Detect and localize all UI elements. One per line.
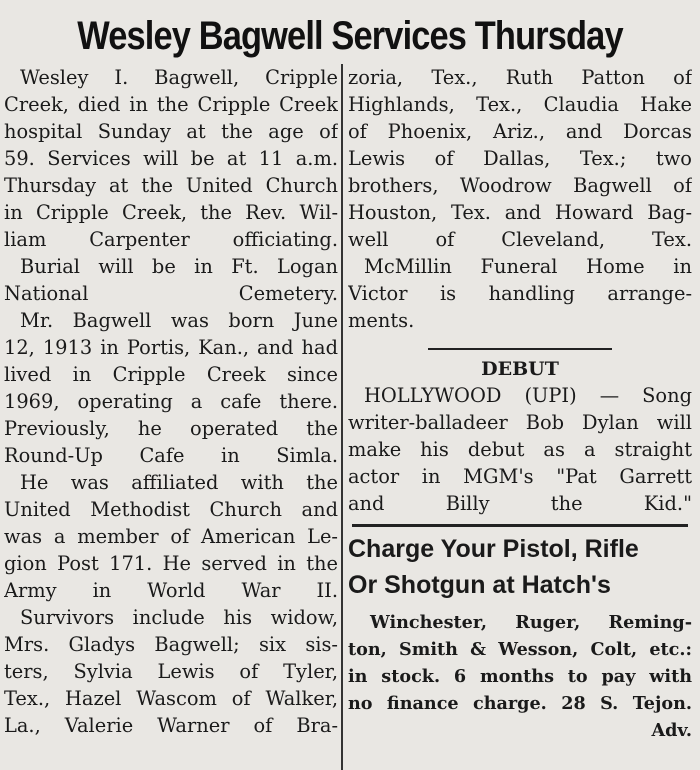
text-line: Victor is handling arrange- <box>348 282 692 305</box>
text-line: no finance charge. 28 S. Tejon. <box>348 693 692 714</box>
obituary-paragraph-1 <box>4 64 338 253</box>
ad-headline-line-1: Charge Your Pistol, Rifle <box>348 535 639 563</box>
text-line: and Billy the Kid." <box>348 492 692 515</box>
text-line: Mrs. Gladys Bagwell; six sis- <box>4 633 338 656</box>
text-line: 12, 1913 in Portis, Kan., and had <box>4 336 338 359</box>
text-line: actor in MGM's "Pat Garrett <box>348 465 692 488</box>
text-line: Tex., Hazel Wascom of Walker, <box>4 687 338 710</box>
text-line: Thursday at the United Church <box>4 174 338 197</box>
text-line: ters, Sylvia Lewis of Tyler, <box>4 660 338 683</box>
text-line: writer-balladeer Bob Dylan will <box>348 411 692 434</box>
debut-paragraph <box>348 382 692 517</box>
text-line: 1969, operating a cafe there. <box>4 390 338 413</box>
text-line: ton, Smith & Wesson, Colt, etc.: <box>348 639 692 660</box>
text-line: liam Carpenter officiating. <box>4 228 338 251</box>
text-line: Survivors include his widow, <box>20 606 338 629</box>
text-line: Burial will be in Ft. Logan <box>20 255 338 278</box>
text-line: Highlands, Tex., Claudia Hake <box>348 93 692 116</box>
text-line: McMillin Funeral Home in <box>364 255 692 278</box>
obituary-continuation <box>348 64 692 253</box>
text-line: in stock. 6 months to pay with <box>348 666 692 687</box>
text-line: hospital Sunday at the age of <box>4 120 338 143</box>
obituary-paragraph-4 <box>4 469 338 604</box>
text-line: 59. Services will be at 11 a.m. <box>4 147 338 170</box>
text-line: Army in World War II. <box>4 579 338 602</box>
text-line: lived in Cripple Creek since <box>4 363 338 386</box>
obituary-left-column <box>4 64 338 739</box>
text-line: Previously, he operated the <box>4 417 338 440</box>
text-line: La., Valerie Warner of Bra- <box>4 714 338 737</box>
ad-headline-line-2: Or Shotgun at Hatch's <box>348 571 611 599</box>
ad-signature: Adv. <box>651 720 692 741</box>
hatch-advertisement <box>348 531 692 744</box>
text-line: make his debut as a straight <box>348 438 692 461</box>
text-line: Mr. Bagwell was born June <box>20 309 338 332</box>
obituary-paragraph-2 <box>4 253 338 307</box>
text-line: United Methodist Church and <box>4 498 338 521</box>
headline: Wesley Bagwell Services Thursday <box>77 14 623 58</box>
text-line: ments. <box>348 309 415 332</box>
text-line: Round-Up Cafe in Simla. <box>4 444 338 467</box>
obituary-paragraph-3 <box>4 307 338 469</box>
text-line: He was affiliated with the <box>20 471 338 494</box>
text-line: Houston, Tex. and Howard Bag- <box>348 201 692 224</box>
text-line: Lewis of Dallas, Tex.; two <box>348 147 692 170</box>
text-line: brothers, Woodrow Bagwell of <box>348 174 692 197</box>
text-line: well of Cleveland, Tex. <box>348 228 692 251</box>
text-line: National Cemetery. <box>4 282 338 305</box>
text-line: was a member of American Le- <box>4 525 338 548</box>
debut-heading: DEBUT <box>481 358 559 380</box>
text-line: zoria, Tex., Ruth Patton of <box>348 66 692 89</box>
column-divider <box>341 64 343 770</box>
obituary-paragraph-5 <box>4 604 338 739</box>
text-line: gion Post 171. He served in the <box>4 552 338 575</box>
text-line: Winchester, Ruger, Reming- <box>370 612 692 633</box>
text-line: Creek, died in the Cripple Creek <box>4 93 338 116</box>
text-line: Wesley I. Bagwell, Cripple <box>20 66 338 89</box>
obituary-right-column <box>348 64 692 744</box>
text-line: HOLLYWOOD (UPI) — Song <box>364 384 692 407</box>
ad-body <box>348 609 692 717</box>
funeral-home-paragraph <box>348 253 692 334</box>
text-line: of Phoenix, Ariz., and Dorcas <box>348 120 692 143</box>
text-line: in Cripple Creek, the Rev. Wil- <box>4 201 338 224</box>
